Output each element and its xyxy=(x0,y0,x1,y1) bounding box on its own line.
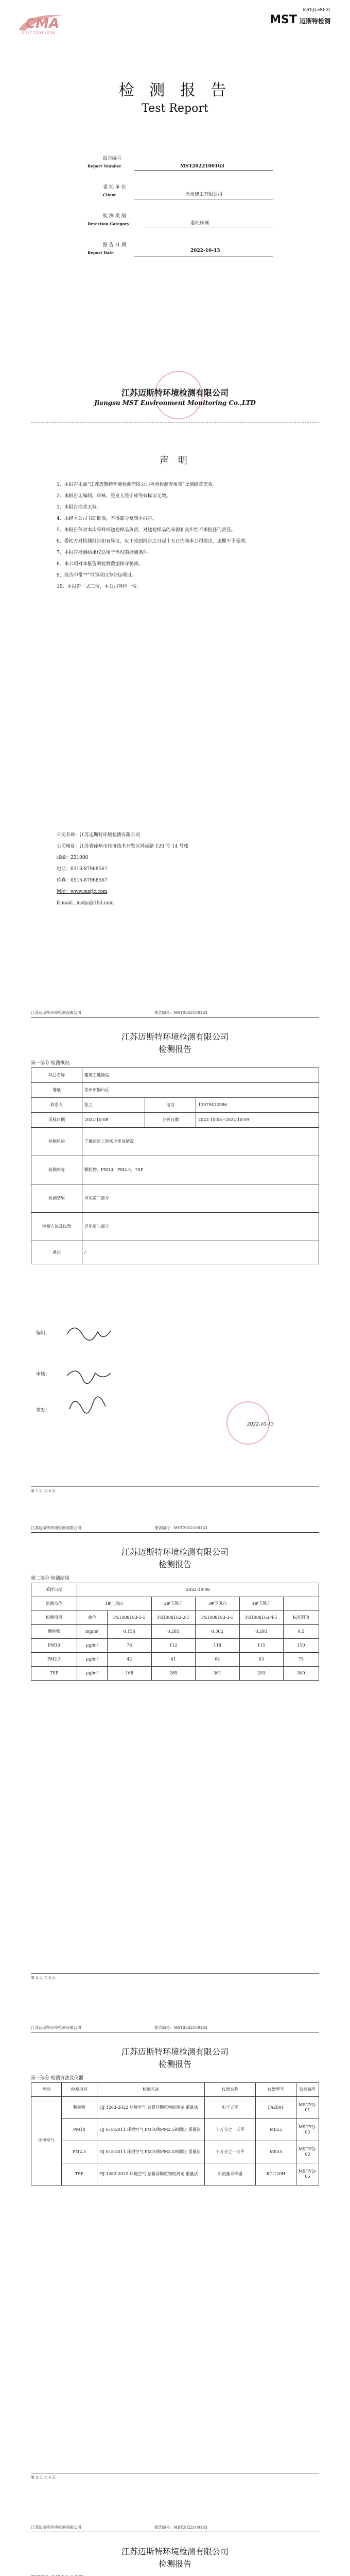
table-cell: 详见第二部分 xyxy=(82,1184,319,1213)
form-code: MST-JL-BG-01 xyxy=(303,7,330,12)
contact-fax: 传真：0516-87968567 xyxy=(57,878,108,883)
table-cell: 监测点位 xyxy=(31,1597,77,1611)
table-cell: 中流量采样器 xyxy=(205,2163,256,2185)
notice-item: 8、本公司对本报告的检测数据保守秘密。 xyxy=(57,562,143,567)
page-footer: 第 1 页 共 4 页 xyxy=(31,1486,319,1494)
table-cell: 2#下风向 xyxy=(151,1597,196,1611)
section-title xyxy=(31,2574,83,2576)
cma-number: 201712011234 xyxy=(22,31,56,35)
page-company: 江苏迈斯特环境检测有限公司 xyxy=(121,2547,229,2556)
table-cell: 分析日期 xyxy=(145,1113,196,1128)
table-cell: ME55 xyxy=(256,2119,296,2141)
table-cell: 项目名称 xyxy=(31,1068,82,1083)
table-cell: 环境空气 xyxy=(31,2097,62,2185)
table-cell: 63 xyxy=(239,1653,284,1667)
table-cell: / xyxy=(82,1241,319,1264)
table-cell: ME55 xyxy=(256,2141,296,2163)
table-cell: μg/m³ xyxy=(77,1639,108,1653)
table-row xyxy=(31,1667,319,1681)
table-cell: 2022-10-08 xyxy=(77,1583,319,1597)
table-row xyxy=(31,1113,319,1128)
table-cell: HJ 1263-2022 环境空气 总悬浮颗粒物的测定 重量法 xyxy=(97,2163,205,2185)
table-cell: 285 xyxy=(151,1667,196,1681)
cover-page xyxy=(0,0,350,969)
table-row xyxy=(31,2141,319,2163)
brand-cn: 迈斯特检测 xyxy=(299,18,330,25)
brand-text: MST xyxy=(270,13,297,26)
page-title: 检测报告 xyxy=(158,2059,191,2069)
table-cell: 了解建筑工地扬尘排放情况 xyxy=(82,1128,319,1156)
table-cell: HJ 1263-2022 环境空气 总悬浮颗粒物的测定 重量法 xyxy=(97,2097,205,2119)
report-title-cn: 检 测 报 告 xyxy=(118,81,232,99)
table-row xyxy=(31,1611,319,1625)
page-footer: 第 2 页 共 4 页 xyxy=(31,1973,319,1980)
table-cell: 293 xyxy=(239,1667,284,1681)
table-row xyxy=(31,2163,319,2185)
table-cell: MST-YQ-02 xyxy=(296,2119,319,2141)
notice-item: 1、本报告未加“江苏迈斯特环境检测有限公司检验检测专用章”及骑缝章无效。 xyxy=(57,482,217,487)
table-cell: 0.5 xyxy=(284,1625,319,1639)
table-cell: FS1008163-3-1 xyxy=(196,1611,240,1625)
table-row xyxy=(31,1625,319,1639)
table-row xyxy=(31,1128,319,1156)
table-cell: PM10 xyxy=(62,2119,97,2141)
table-cell: HJ 618-2011 环境空气 PM10和PM2.5的测定 重量法 xyxy=(97,2119,205,2141)
table-cell: 0.293 xyxy=(239,1625,284,1639)
table-cell: 联系人 xyxy=(31,1098,82,1113)
table-cell: μg/m³ xyxy=(77,1667,108,1681)
company-name-cn: 江苏迈斯特环境检测有限公司 xyxy=(121,388,229,398)
table-row xyxy=(31,1583,319,1597)
table-cell: 仪器编号 xyxy=(296,2083,319,2097)
field-report-number: 报告编号 Report Number MST2022100163 xyxy=(87,155,273,177)
table-cell: 采样日期 xyxy=(31,1113,82,1128)
section-title: 第三部分 检测方法及仪器 xyxy=(31,2076,83,2081)
contact-address: 公司地址：江苏省徐州市经济技术开发区鸿运路 120 号 14 号楼 xyxy=(57,844,189,849)
table-cell: 2022-10-08 xyxy=(82,1113,145,1128)
table-cell: FS1008163-4-1 xyxy=(239,1611,284,1625)
table-cell: 标准限值 xyxy=(284,1611,319,1625)
table-cell: KC-120H xyxy=(256,2163,296,2185)
notice-item: 10、本报告一式三份，本公司存档一份。 xyxy=(57,584,142,589)
page-header-left: 江苏迈斯特环境检测有限公司 xyxy=(31,2525,81,2530)
report-seal xyxy=(226,1401,270,1445)
table-cell: 检测方法 xyxy=(97,2083,205,2097)
handwritten-signature xyxy=(62,1319,129,1432)
sign-date: 2022-10-13 xyxy=(247,1422,274,1427)
overview-table xyxy=(31,1067,319,1264)
table-cell: 13579412586 xyxy=(196,1098,319,1113)
page-results xyxy=(0,1525,350,1989)
table-cell: 地址 xyxy=(31,1083,82,1098)
page-header-right: 报告编号：MST2022100163 xyxy=(154,1010,208,1015)
notice-item: 6、委托方对检测报告如有异议，应于收到报告之日起十五日内向本公司提出，逾期不予受理。 xyxy=(57,539,250,544)
table-cell: 仪器名称 xyxy=(205,2083,256,2097)
table-cell: HJ 618-2011 环境空气 PM10和PM2.5的测定 重量法 xyxy=(97,2141,205,2163)
sign-label-review: 审核： xyxy=(36,1372,50,1377)
table-cell: FS1008163-2-1 xyxy=(151,1611,196,1625)
table-cell: 详见第三部分 xyxy=(82,1213,319,1241)
notice-item: 7、本报告检测结果仅适用于当时的检测条件。 xyxy=(57,550,152,555)
table-cell: μg/m³ xyxy=(77,1653,108,1667)
signature-block xyxy=(31,1319,319,1453)
table-row xyxy=(31,2097,319,2119)
table-cell: 备注 xyxy=(31,1241,82,1264)
contact-company: 公司名称：江苏迈斯特环境检测有限公司 xyxy=(57,833,141,838)
page-header-right: 报告编号：MST2022100163 xyxy=(154,2025,208,2030)
table-cell: TSP xyxy=(62,2163,97,2185)
table-row xyxy=(31,1653,319,1667)
table-cell: 采样日期 xyxy=(31,1583,77,1597)
table-cell: 0.156 xyxy=(108,1625,152,1639)
page-title: 检测报告 xyxy=(158,1044,191,1054)
table-cell: 0.285 xyxy=(151,1625,196,1639)
notice-item: 3、本报告涂改无效。 xyxy=(57,505,101,510)
table-cell: 118 xyxy=(196,1639,240,1653)
cma-logo xyxy=(14,10,71,36)
report-title-en: Test Report xyxy=(142,102,208,115)
table-cell: 301 xyxy=(196,1667,240,1681)
page-header-right: 报告编号：MST2022100163 xyxy=(154,2525,208,2530)
table-cell: 168 xyxy=(108,1667,152,1681)
table-cell: 4#下风向 xyxy=(239,1597,284,1611)
table-cell: TSP xyxy=(31,1667,77,1681)
table-cell: 类别 xyxy=(31,2083,62,2097)
page-overview xyxy=(0,1010,350,1499)
page-header-left: 江苏迈斯特环境检测有限公司 xyxy=(31,1526,81,1530)
table-row xyxy=(31,1068,319,1083)
table-cell: 仪器型号 xyxy=(256,2083,296,2097)
page-footer: 第 3 页 共 4 页 xyxy=(31,2473,319,2480)
table-cell: 单位 xyxy=(77,1611,108,1625)
table-cell: 颗粒物 xyxy=(31,1625,77,1639)
table-cell: 115 xyxy=(239,1639,284,1653)
table-cell: PM2.5 xyxy=(31,1653,77,1667)
table-row xyxy=(31,2083,319,2097)
table-cell: 42 xyxy=(108,1653,152,1667)
table-cell: 75 xyxy=(284,1653,319,1667)
table-cell xyxy=(284,1597,319,1611)
table-cell: 150 xyxy=(284,1639,319,1653)
table-cell: PM2.5 xyxy=(62,2141,97,2163)
table-cell: 1#上风向 xyxy=(77,1597,152,1611)
section-title: 第一部分 检测概况 xyxy=(31,1061,69,1066)
table-cell: 61 xyxy=(151,1653,196,1667)
sign-label-compile: 编制： xyxy=(36,1331,50,1336)
page-header-left: 江苏迈斯特环境检测有限公司 xyxy=(31,1010,81,1015)
table-row xyxy=(31,1098,319,1113)
table-cell: MST-YQ-02 xyxy=(296,2141,319,2163)
table-cell: 电子天平 xyxy=(205,2097,256,2119)
table-cell: FS1008163-1-1 xyxy=(108,1611,152,1625)
table-row xyxy=(31,2119,319,2141)
table-cell: 3#下风向 xyxy=(196,1597,240,1611)
methods-table xyxy=(31,2082,319,2185)
table-cell: 检测项目 xyxy=(62,2083,97,2097)
brand-logo xyxy=(270,13,330,26)
field-detection-category: 检 测 类 别 Detection Category 委托检测 xyxy=(87,212,273,235)
table-cell: 300 xyxy=(284,1667,319,1681)
contact-block xyxy=(57,829,304,909)
notice-title: 声 明 xyxy=(160,455,190,466)
field-report-date: 报 告 日 期 Report Date 2022-10-13 xyxy=(87,241,273,264)
table-cell: PM10 xyxy=(31,1639,77,1653)
page-company: 江苏迈斯特环境检测有限公司 xyxy=(121,1547,229,1557)
table-cell: 颗粒物、PM10、PM2.5、TSP xyxy=(82,1156,319,1184)
table-row xyxy=(31,1156,319,1184)
table-cell: 检测结果 xyxy=(31,1184,82,1213)
table-row xyxy=(31,1597,319,1611)
page-methods xyxy=(0,2025,350,2488)
table-cell: MST-YQ-01 xyxy=(296,2097,319,2119)
table-cell: MST-YQ-05 xyxy=(296,2163,319,2185)
notice-list xyxy=(57,479,304,592)
table-row xyxy=(31,1083,319,1098)
contact-website[interactable]: 网址：www.mstjc.com xyxy=(57,889,108,894)
table-cell: mg/m³ xyxy=(77,1625,108,1639)
table-cell: 颗粒物 xyxy=(62,2097,97,2119)
table-cell: 徐州市铜山区 xyxy=(82,1083,319,1098)
table-row xyxy=(31,1639,319,1653)
table-row xyxy=(31,1213,319,1241)
table-row xyxy=(31,1184,319,1213)
table-cell: 十万分之一天平 xyxy=(205,2119,256,2141)
table-cell: 0.302 xyxy=(196,1625,240,1639)
table-cell: 电话 xyxy=(145,1098,196,1113)
contact-email[interactable]: E-mail：mstjc@163.com xyxy=(57,901,114,906)
table-row xyxy=(31,1241,319,1264)
table-cell: 张工 xyxy=(82,1098,145,1113)
table-cell: 建筑工地扬尘 xyxy=(82,1068,319,1083)
notice-item: 2、本报告无编制、审核、签发人签字或等效标识无效。 xyxy=(57,494,171,499)
contact-phone: 电话：0516-87968567 xyxy=(57,867,108,872)
table-cell: 检测项目 xyxy=(31,1611,77,1625)
page-title: 检测报告 xyxy=(158,2559,191,2569)
page-header-left: 江苏迈斯特环境检测有限公司 xyxy=(31,2025,81,2030)
results-table xyxy=(31,1583,319,1681)
section-title: 第二部分 检测结果 xyxy=(31,1576,69,1581)
page-header-right: 报告编号：MST2022100163 xyxy=(154,1526,208,1530)
table-cell: 检测目的 xyxy=(31,1128,82,1156)
sign-label-issue: 签发： xyxy=(36,1408,50,1413)
svg-text:CMA: CMA xyxy=(26,16,60,31)
table-cell: 64 xyxy=(196,1653,240,1667)
field-client: 委 托 单 位 Client 徐州建工有限公司 xyxy=(87,183,273,206)
table-cell: 检测方法及仪器 xyxy=(31,1213,82,1241)
notice-item: 9、报告中带“*”号的项目为分包项目。 xyxy=(57,573,136,578)
page-company: 江苏迈斯特环境检测有限公司 xyxy=(121,2047,229,2057)
contact-zip: 邮编：221000 xyxy=(57,855,89,860)
page-sitemap xyxy=(0,2524,350,2576)
table-cell: 2022-10-08~2022-10-09 xyxy=(196,1113,319,1128)
company-name-en: Jiangsu MST Environment Monitoring Co.,LTD xyxy=(94,399,256,406)
table-cell: FA2004 xyxy=(256,2097,296,2119)
page-title: 检测报告 xyxy=(158,1560,191,1569)
notice-item: 5、本报告仅对本次采样或送检样品负责，对送检样品的来源和真实性不承担任何责任。 xyxy=(57,528,236,533)
table-cell: 检测内容 xyxy=(31,1156,82,1184)
notice-item: 4、未经本公司书面批准，不得部分复制本报告。 xyxy=(57,516,157,521)
table-cell: 112 xyxy=(151,1639,196,1653)
page-company: 江苏迈斯特环境检测有限公司 xyxy=(121,1032,229,1042)
table-cell: 78 xyxy=(108,1639,152,1653)
table-cell: 十万分之一天平 xyxy=(205,2141,256,2163)
